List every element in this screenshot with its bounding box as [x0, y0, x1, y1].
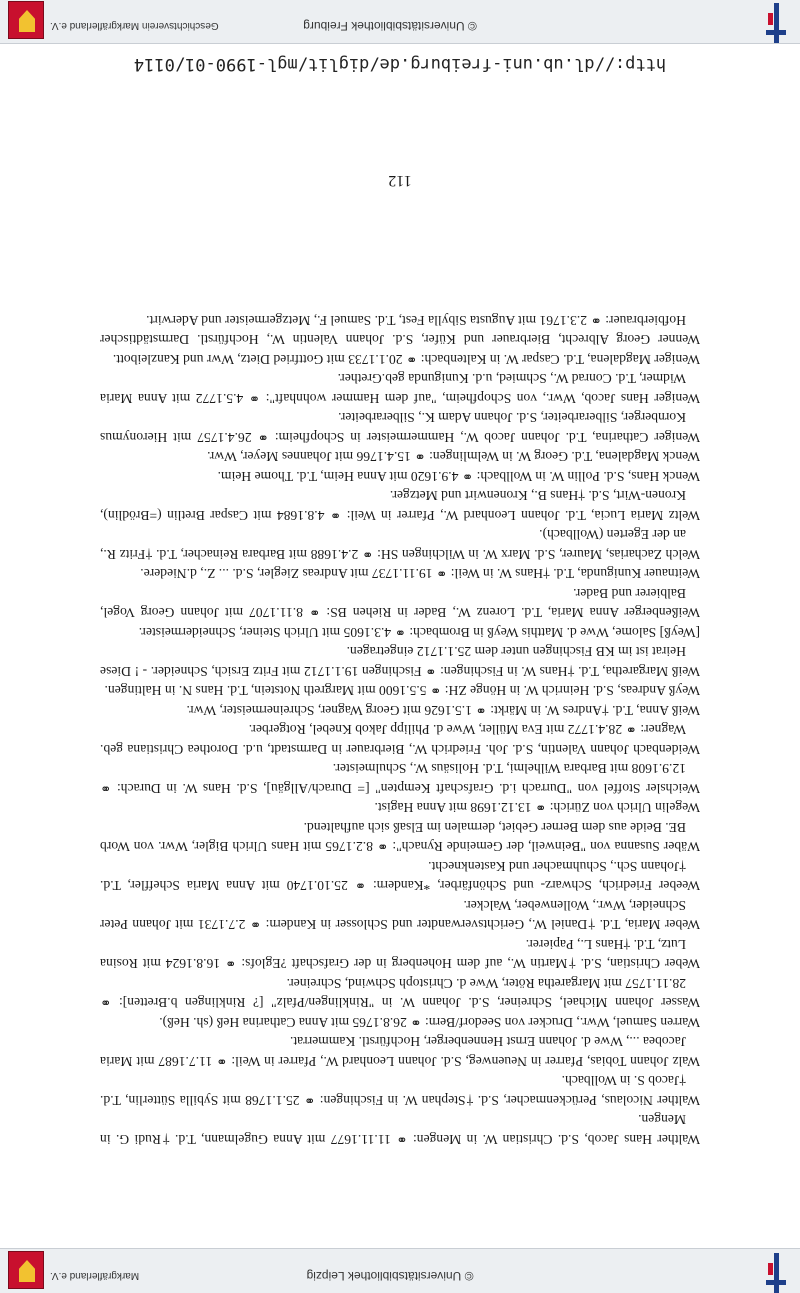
entry: Warren Samuel, Wwr., Drucker von Seedorf/Bern: ⚭ 26.8.1765 mit Anna Catharina Heß (sh. Heß). — [159, 1015, 700, 1030]
page-number: 112 — [388, 172, 412, 189]
viewer-header — [0, 1248, 800, 1293]
entry: Wegelin Ulrich von Zürich: ⚭ 13.12.1698 mit Anna Hagist. — [374, 800, 700, 816]
entry: Welch Zacharias, Maurer, S.d. Marx W. in Wilchingen SH: ⚭ 2.4.1688 mit Barbara Reinacher, T.d. †Fritz R., an der Egerten (Wollbach). — [100, 527, 700, 562]
entry: Wasser Johann Michael, Schreiner, S.d. Johann W. in "Rinklingen/Pfalz" [? Rinklingen b.Bretten]: ⚭ 28.11.1757 mit Margaretha Röter, Wwe d. Christoph Schwind, Schreiner. — [100, 976, 700, 1011]
library-credit: © Universitätsbibliothek Freiburg — [303, 19, 477, 33]
entry: Weichsler Stoffel von "Durrach i.d. Grafschaft Kempten" [= Durach/Allgäu], S.d. Hans W. in Durach: ⚭ 12.9.1608 mit Barbara Wilhelmi, T.d. Holisäus W., Schulmeister. — [100, 761, 700, 796]
society-name: Geschichtsverein Markgräflerland e.V. — [50, 20, 219, 31]
entry: Wenner Georg Albrecht, Bierbrauer und Küfer, S.d. Johann Valentin W., Hochfürstl. Darmstädtischer Hofbierbrauer: ⚭ 2.3.1761 mit Augusta Sibylla Fest, T.d. Samuel F., Metzgermeister und Aderwirt. — [100, 313, 700, 348]
entry: Weyß Andreas, S.d. Heinrich W. in Hönge ZH: ⚭ 5.5.1600 mit Margreth Notstein, T.d. Hans N. in Haltingen. — [104, 683, 700, 699]
entry: Weißenberger Anna Maria, T.d. Lorenz W., Bader in Riehen BS: ⚭ 8.11.1707 mit Johann Georg Vogel, Balbierer und Bader. — [100, 586, 700, 621]
entry: Weltz Maria Lucia, T.d. Johann Leonhard W., Pfarrer in Weil: ⚭ 4.8.1684 mit Caspar Bretlin (=Brödlin), Kronen-Wirt, S.d. †Hans B., Kronenwirt und Metzger. — [100, 488, 700, 523]
entry: Walther Hans Jacob, S.d. Christian W. in Mengen: ⚭ 11.11.1677 mit Anna Gugelmann, T.d. †Rudi G. in Mengen. — [100, 1112, 700, 1147]
viewer-footer — [0, 0, 800, 44]
entry: Weiß Anna, T.d. †Andres W. in Märkt: ⚭ 1.5.1626 mit Georg Wagner, Schreinermeister, Wwr. — [186, 703, 700, 718]
society-name: Markgräflerland e.V. — [50, 1270, 140, 1281]
entry: Wäber Susanna von "Beinweil, der Gemeinde Rynach": ⚭ 8.2.1765 mit Hans Ulrich Bigler, Wwr. von Worb BE. Beide aus dem Berner Gebiet, dermalen im Elsaß sich aufhaltend. — [100, 820, 700, 855]
entry: Walz Johann Tobias, Pfarrer in Neuenweg, S.d. Johann Leonhard W., Pfarrer in Weil: ⚭ 11.7.1687 mit Maria Jacobea ..., Wwe d. Johann Ernst Hennenberger, Hochfürstl. Kammerrat. — [100, 1034, 700, 1069]
society-crest-icon — [8, 1, 44, 39]
entry: Wenck Magdalena, T.d. Georg W. in Welmlingen: ⚭ 15.4.1766 mit Johannes Meyer, Wwr. — [207, 449, 700, 465]
university-logo-icon — [766, 3, 786, 43]
entry: Walther Nicolaus, Perückenmacher, S.d. †Stephan W. in Fischingen: ⚭ 25.1.1768 mit Sybilla Sütterlin, T.d. †Jacob S. in Wollbach. — [100, 1073, 700, 1108]
entry: Weiß Margaretha, T.d. †Hans W. in Fischingen: ⚭ Fischingen 19.1.1712 mit Fritz Ersich, Schneider. - ! Diese Heirat ist im KB Fischingen unter dem 25.1.1712 eingetragen. — [100, 644, 700, 679]
entry: Weniger Hans Jacob, Wwr., von Schopfheim, "auf dem Hammer wohnhaft": ⚭ 4.5.1772 mit Anna Maria Widmer, T.d. Conrad W., Schmied, u.d. Kunigunda geb.Grether. — [100, 371, 700, 406]
society-crest-icon — [8, 1251, 44, 1289]
entry: Weniger Catharina, T.d. Johann Jacob W., Hammermeister in Schopfheim: ⚭ 26.4.1757 mit Hieronymus Kornberger, Silberarbeiter, S.d. Johann Adam K., Silberarbeiter. — [100, 410, 700, 445]
entry: Weeber Friedrich, Schwarz- und Schönfärber, *Kandern: ⚭ 25.10.1740 mit Anna Maria Scheffler, T.d. †Johann Sch., Schuhmacher und Kastenknecht. — [100, 859, 700, 894]
entry: Weitnauer Kunigunda, T.d. †Hans W. in Weil: ⚭ 19.11.1737 mit Andreas Ziegler, S.d. ... Z., d.Niedere. — [140, 566, 700, 582]
entry: Wenck Hans, S.d. Pollin W. in Wollbach: ⚭ 4.9.1620 mit Anna Heim, T.d. Thome Heim. — [217, 469, 700, 484]
document-text — [100, 311, 700, 1150]
page-url[interactable]: http://dl.ub.uni-freiburg.de/diglit/mgl-1990-01/0114 — [133, 54, 667, 74]
library-credit: © Universitätsbibliothek Leipzig — [306, 1269, 474, 1283]
entry: Weidenbach Johann Valentin, S.d. Joh. Friedrich W., Bierbrauer in Darmstadt, u.d. Dorothea Christiana geb. Wagner: ⚭ 28.4.1772 mit Eva Müller, Wwe d. Philipp Jakob Knebel, Rotgerber. — [100, 722, 700, 757]
entry: Weber Maria, T.d. †Daniel W., Gerichtsverwandter und Schlosser in Kandern: ⚭ 2.7.1731 mit Johann Peter Schneider, Wwr., Wollenweber, Walcker. — [100, 898, 700, 933]
entry: [Weyß] Salome, Wwe d. Matthis Weyß in Brombach: ⚭ 4.3.1605 mit Ulrich Steiner, Schneidermeister. — [138, 625, 700, 640]
entry: Weber Christian, S.d. †Martin W., auf dem Hohenberg in der Grafschaft ?Eglofs: ⚭ 16.8.1624 mit Rosina Lutz, T.d. †Hans L., Papierer. — [100, 937, 700, 972]
university-logo-icon — [766, 1253, 786, 1293]
entry: Weniger Magdalena, T.d. Caspar W. in Kaltenbach: ⚭ 20.1.1733 mit Gottfried Dietz, Wwr und Kanzleibott. — [112, 352, 700, 367]
